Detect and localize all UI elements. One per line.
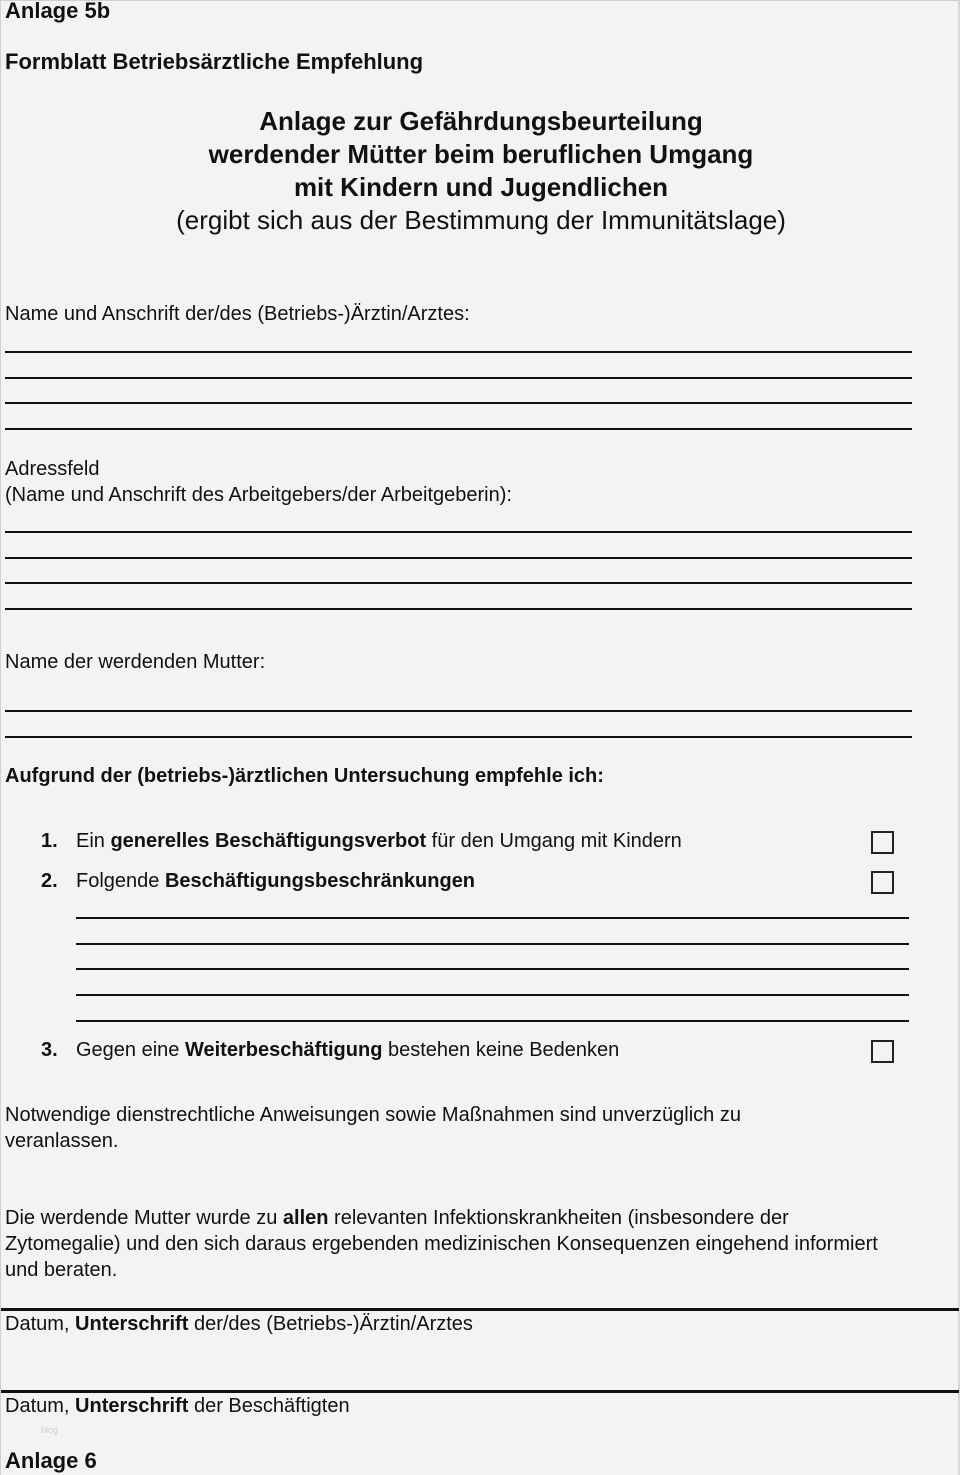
employee-signature-label: Datum, Unterschrift der Beschäftigten bbox=[5, 1395, 350, 1417]
restrictions-line-4[interactable] bbox=[76, 994, 909, 996]
annex-label: Anlage 5b bbox=[5, 0, 111, 23]
employer-field-label-1: Adressfeld bbox=[5, 458, 100, 480]
employee-signature-line[interactable] bbox=[1, 1390, 959, 1393]
checkbox-no-concerns[interactable] bbox=[871, 1040, 894, 1063]
restrictions-line-5[interactable] bbox=[76, 1020, 909, 1022]
doctor-field-line-4[interactable] bbox=[5, 428, 912, 430]
document-title bbox=[1, 105, 960, 237]
instructions-note: Notwendige dienstrechtliche Anweisungen sowie Maßnahmen sind unverzüglich zu veranlassen. bbox=[5, 1104, 741, 1152]
doctor-signature-label: Datum, Unterschrift der/des (Betriebs-)Ärztin/Arztes bbox=[5, 1313, 473, 1335]
employer-field-line-4[interactable] bbox=[5, 608, 912, 610]
mother-field-label: Name der werdenden Mutter: bbox=[5, 651, 266, 673]
form-title: Formblatt Betriebsärztliche Empfehlung bbox=[5, 49, 424, 74]
item-text: Folgende Beschäftigungsbeschränkungen bbox=[76, 870, 476, 892]
doctor-field-line-3[interactable] bbox=[5, 402, 912, 404]
item-text: Gegen eine Weiterbeschäftigung bestehen keine Bedenken bbox=[76, 1039, 620, 1061]
title-line-2: werdender Mütter beim beruflichen Umgang bbox=[208, 139, 754, 169]
mother-field-line-1[interactable] bbox=[5, 710, 912, 712]
watermark: blog bbox=[41, 1425, 59, 1435]
employer-field-label-2: (Name und Anschrift des Arbeitgebers/der Arbeitgeberin): bbox=[5, 484, 512, 506]
employer-field-line-3[interactable] bbox=[5, 582, 912, 584]
title-line-4: (ergibt sich aus der Bestimmung der Immunitätslage) bbox=[176, 205, 786, 235]
checkbox-employment-restrictions[interactable] bbox=[871, 871, 894, 894]
employer-field-line-1[interactable] bbox=[5, 531, 912, 533]
mother-field-line-2[interactable] bbox=[5, 736, 912, 738]
item-text: Ein generelles Beschäftigungsverbot für den Umgang mit Kindern bbox=[76, 830, 682, 852]
counselling-note: Die werdende Mutter wurde zu allen relevanten Infektionskrankheiten (insbesondere der Zytomegalie) und den sich daraus ergebenden medizinischen Konsequenzen eingehend informiert und beraten. bbox=[5, 1207, 878, 1281]
doctor-field-line-2[interactable] bbox=[5, 377, 912, 379]
doctor-field-line-1[interactable] bbox=[5, 351, 912, 353]
item-number: 3. bbox=[41, 1039, 58, 1061]
doctor-signature-line[interactable] bbox=[1, 1308, 959, 1311]
restrictions-line-3[interactable] bbox=[76, 968, 909, 970]
title-line-3: mit Kindern und Jugendlichen bbox=[293, 172, 669, 202]
next-annex-label: Anlage 6 bbox=[5, 1448, 97, 1473]
doctor-field-label: Name und Anschrift der/des (Betriebs-)Ärztin/Arztes: bbox=[5, 303, 470, 325]
restrictions-line-2[interactable] bbox=[76, 943, 909, 945]
recommendation-heading: Aufgrund der (betriebs-)ärztlichen Untersuchung empfehle ich: bbox=[5, 765, 604, 787]
title-line-1: Anlage zur Gefährdungsbeurteilung bbox=[259, 106, 703, 136]
employer-field-line-2[interactable] bbox=[5, 557, 912, 559]
item-number: 2. bbox=[41, 870, 58, 892]
restrictions-line-1[interactable] bbox=[76, 917, 909, 919]
item-number: 1. bbox=[41, 830, 58, 852]
checkbox-employment-ban[interactable] bbox=[871, 831, 894, 854]
